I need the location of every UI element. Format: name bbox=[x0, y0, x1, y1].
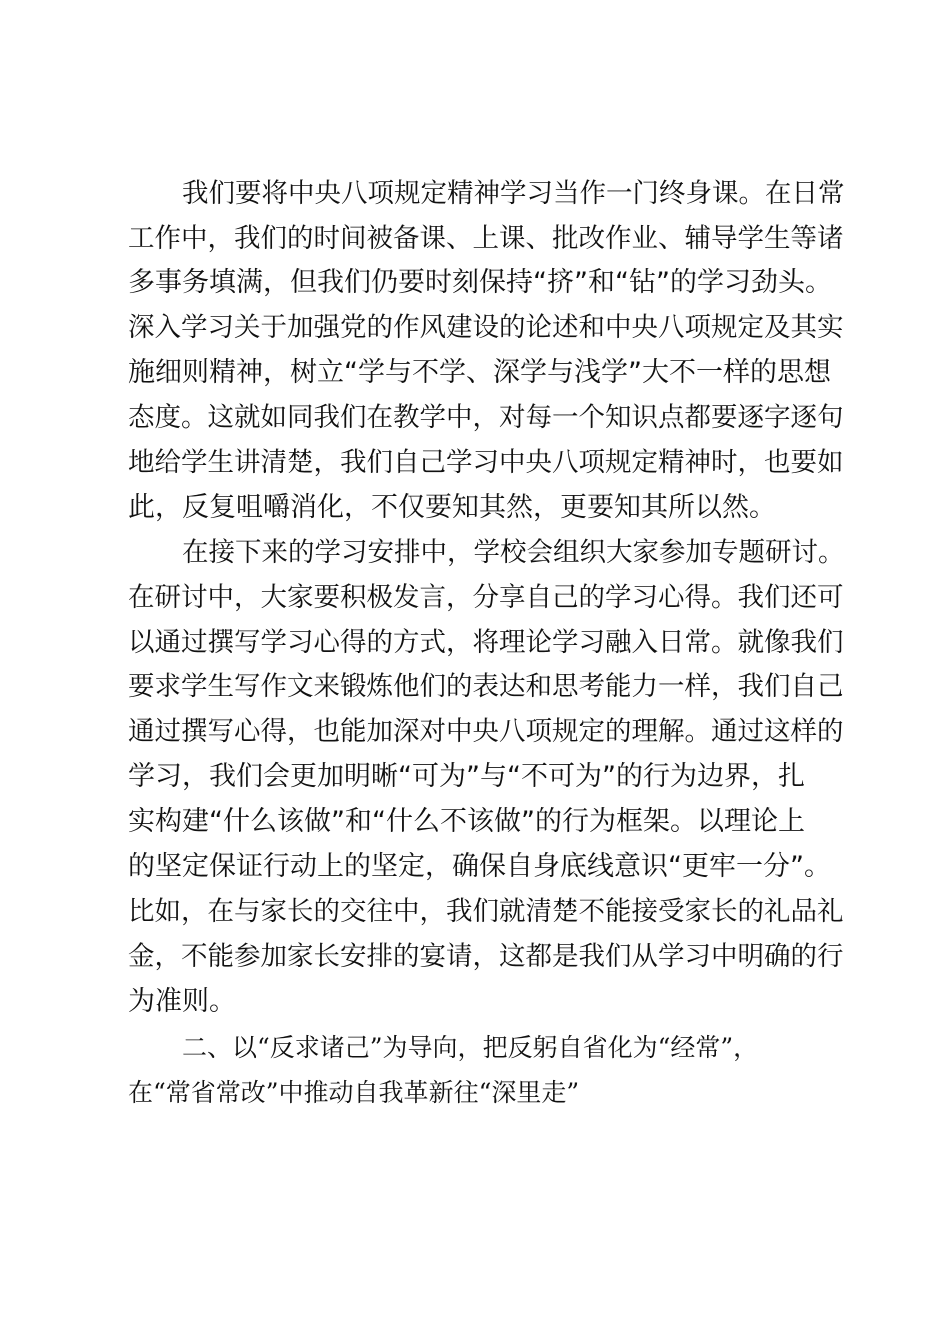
text-line: 学习，我们会更加明晰“可为”与“不可为”的行为边界，扎 bbox=[128, 761, 805, 792]
text-line: 金，不能参加家长安排的宴请，这都是我们从学习中明确的行 bbox=[128, 941, 844, 972]
text-line: 实构建“什么该做”和“什么不该做”的行为框架。以理论上 bbox=[128, 806, 805, 837]
heading-line: 在“常省常改”中推动自我革新往“深里走” bbox=[128, 1078, 580, 1107]
heading-line: 二、以“反求诸己”为导向，把反躬自省化为“经常”， bbox=[182, 1033, 759, 1062]
text-line: 态度。这就如同我们在教学中，对每一个知识点都要逐字逐句 bbox=[128, 402, 844, 433]
text-line: 在接下来的学习安排中，学校会组织大家参加专题研讨。 bbox=[182, 537, 845, 568]
text-line: 以通过撰写学习心得的方式，将理论学习融入日常。就像我们 bbox=[128, 627, 844, 658]
text-line: 此，反复咀嚼消化，不仅要知其然，更要知其所以然。 bbox=[128, 492, 776, 523]
text-line: 的坚定保证行动上的坚定，确保自身底线意识“更牢一分”。 bbox=[128, 851, 831, 882]
text-line: 为准则。 bbox=[128, 986, 236, 1017]
text-line: 施细则精神，树立“学与不学、深学与浅学”大不一样的思想 bbox=[128, 357, 831, 388]
text-line: 多事务填满，但我们仍要时刻保持“挤”和“钻”的学习劲头。 bbox=[128, 267, 832, 298]
text-line: 深入学习关于加强党的作风建设的论述和中央八项规定及其实 bbox=[128, 312, 844, 343]
text-line: 比如，在与家长的交往中，我们就清楚不能接受家长的礼品礼 bbox=[128, 896, 844, 927]
text-line: 地给学生讲清楚，我们自己学习中央八项规定精神时，也要如 bbox=[128, 447, 844, 478]
text-line: 工作中，我们的时间被备课、上课、批改作业、辅导学生等诸 bbox=[128, 223, 844, 254]
text-line: 我们要将中央八项规定精神学习当作一门终身课。在日常 bbox=[182, 178, 845, 209]
text-line: 在研讨中，大家要积极发言，分享自己的学习心得。我们还可 bbox=[128, 582, 844, 613]
text-line: 要求学生写作文来锻炼他们的表达和思考能力一样，我们自己 bbox=[128, 671, 844, 702]
text-line: 通过撰写心得，也能加深对中央八项规定的理解。通过这样的 bbox=[128, 716, 844, 747]
